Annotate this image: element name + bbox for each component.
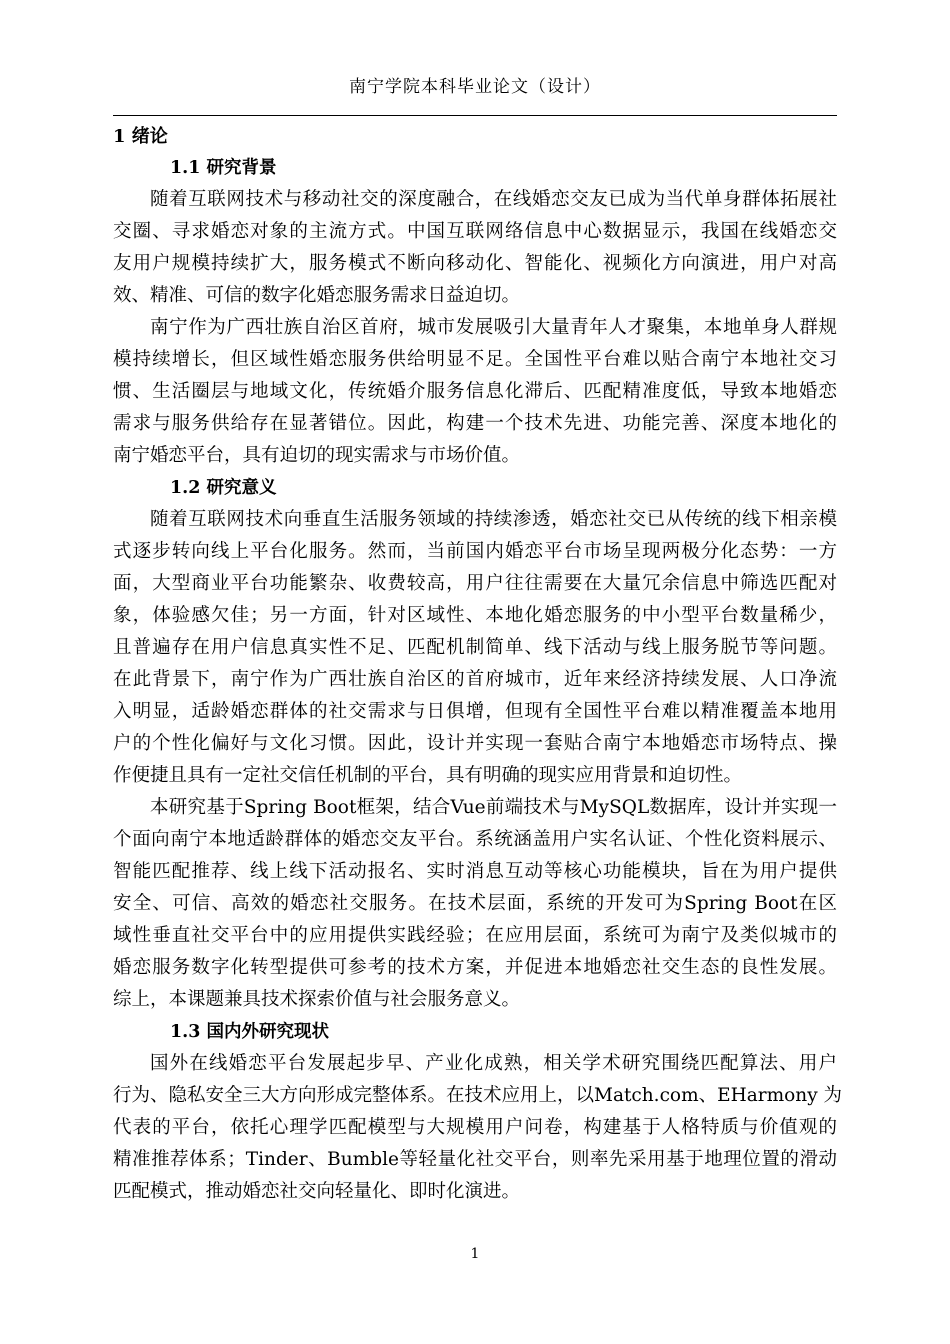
paragraph-line: 行为、隐私安全三大方向形成完整体系。在技术应用上，以Match.com、EHarmony 为 xyxy=(113,1085,843,1106)
body-paragraph xyxy=(113,312,837,472)
paragraph-line: 精准推荐体系；Tinder、Bumble等轻量化社交平台，则率先采用基于地理位置的滑动 xyxy=(113,1149,837,1170)
section-heading: 1.3 国内外研究现状 xyxy=(170,1022,330,1042)
paragraph-line: 域性垂直社交平台中的应用提供实践经验；在应用层面，系统可为南宁及类似城市的 xyxy=(113,925,837,946)
paragraph-line: 安全、可信、高效的婚恋社交服务。在技术层面，系统的开发可为Spring Boot在区 xyxy=(113,893,837,914)
paragraph-line: 户的个性化偏好与文化习惯。因此，设计并实现一套贴合南宁本地婚恋市场特点、操 xyxy=(113,733,837,754)
running-header: 南宁学院本科毕业论文（设计） xyxy=(349,77,601,97)
paragraph-line: 个面向南宁本地适龄群体的婚恋交友平台。系统涵盖用户实名认证、个性化资料展示、 xyxy=(113,829,837,850)
paragraph-line: 婚恋服务数字化转型提供可参考的技术方案，并促进本地婚恋社交生态的良性发展。 xyxy=(113,957,837,978)
paragraph-line: 南宁婚恋平台，具有迫切的现实需求与市场价值。 xyxy=(113,445,521,466)
paragraph-line: 式逐步转向线上平台化服务。然而，当前国内婚恋平台市场呈现两极分化态势：一方 xyxy=(113,541,837,562)
header-rule xyxy=(113,115,837,116)
paragraph-line: 作便捷且具有一定社交信任机制的平台，具有明确的现实应用背景和迫切性。 xyxy=(113,765,743,786)
section-heading: 1.2 研究意义 xyxy=(170,478,277,498)
paragraph-line: 国外在线婚恋平台发展起步早、产业化成熟，相关学术研究围绕匹配算法、用户 xyxy=(150,1053,837,1074)
section-heading: 1.1 研究背景 xyxy=(170,158,277,178)
paragraph-line: 友用户规模持续扩大，服务模式不断向移动化、智能化、视频化方向演进，用户对高 xyxy=(113,253,837,274)
paragraph-line: 需求与服务供给存在显著错位。因此，构建一个技术先进、功能完善、深度本地化的 xyxy=(113,413,837,434)
paragraph-line: 随着互联网技术与移动社交的深度融合，在线婚恋交友已成为当代单身群体拓展社 xyxy=(150,189,837,210)
paragraph-line: 交圈、寻求婚恋对象的主流方式。中国互联网络信息中心数据显示，我国在线婚恋交 xyxy=(113,221,837,242)
paragraph-line: 在此背景下，南宁作为广西壮族自治区的首府城市，近年来经济持续发展、人口净流 xyxy=(113,669,837,690)
body-paragraph xyxy=(113,792,837,1016)
paragraph-line: 本研究基于Spring Boot框架，结合Vue前端技术与MySQL数据库，设计并实现一 xyxy=(150,797,837,818)
paragraph-line: 随着互联网技术向垂直生活服务领域的持续渗透，婚恋社交已从传统的线下相亲模 xyxy=(150,509,837,530)
body-text xyxy=(113,122,843,1208)
paragraph-line: 智能匹配推荐、线上线下活动报名、实时消息互动等核心功能模块，旨在为用户提供 xyxy=(113,861,837,882)
paragraph-line: 综上，本课题兼具技术探索价值与社会服务意义。 xyxy=(113,989,521,1010)
paragraph-line: 匹配模式，推动婚恋社交向轻量化、即时化演进。 xyxy=(113,1181,521,1202)
paragraph-line: 代表的平台，依托心理学匹配模型与大规模用户问卷，构建基于人格特质与价值观的 xyxy=(113,1117,837,1138)
body-paragraph xyxy=(113,504,837,792)
paragraph-line: 象，体验感欠佳；另一方面，针对区域性、本地化婚恋服务的中小型平台数量稀少， xyxy=(113,605,837,626)
paragraph-line: 模持续增长，但区域性婚恋服务供给明显不足。全国性平台难以贴合南宁本地社交习 xyxy=(113,349,837,370)
paragraph-line: 入明显，适龄婚恋群体的社交需求与日俱增，但现有全国性平台难以精准覆盖本地用 xyxy=(113,701,837,722)
body-paragraph xyxy=(113,1048,843,1208)
page-number: 1 xyxy=(470,1246,480,1262)
body-paragraph xyxy=(113,184,837,312)
paragraph-line: 惯、生活圈层与地域文化，传统婚介服务信息化滞后、匹配精准度低，导致本地婚恋 xyxy=(113,381,837,402)
chapter-heading: 1 绪论 xyxy=(113,126,168,147)
paragraph-line: 效、精准、可信的数字化婚恋服务需求日益迫切。 xyxy=(113,285,521,306)
paragraph-line: 面，大型商业平台功能繁杂、收费较高，用户往往需要在大量冗余信息中筛选匹配对 xyxy=(113,573,837,594)
paragraph-line: 且普遍存在用户信息真实性不足、匹配机制简单、线下活动与线上服务脱节等问题。 xyxy=(113,637,837,658)
paragraph-line: 南宁作为广西壮族自治区首府，城市发展吸引大量青年人才聚集，本地单身人群规 xyxy=(150,317,837,338)
